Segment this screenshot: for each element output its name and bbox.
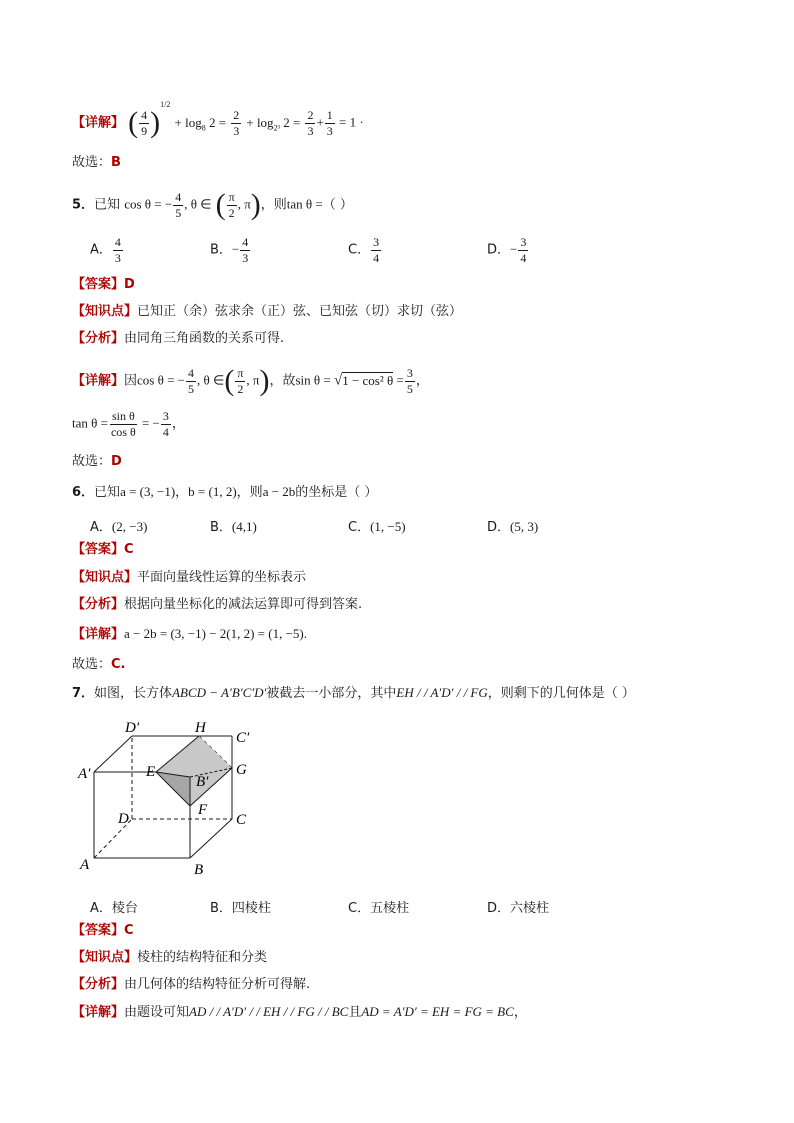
- result: = 1 ·: [335, 114, 364, 130]
- paren-left: (: [128, 106, 139, 139]
- stem-text: 已知: [94, 197, 121, 213]
- choice-a[interactable]: A． $\frac{4}{3}$: [90, 235, 121, 265]
- paren-right: ): [150, 106, 161, 139]
- detail-tag: 【详解】: [72, 115, 125, 131]
- choice-d[interactable]: D．(5, 3): [487, 519, 539, 535]
- q5-stem: 5．已知 cos θ = − $\frac{4}{5}$ , θ ∈ ( $\frac{\pi}{2}$ , π)，则tan θ =（ ）: [72, 188, 353, 221]
- q6-select: 故选：C.: [72, 657, 126, 672]
- label-G: G: [236, 762, 247, 778]
- select-value: B: [111, 155, 121, 170]
- fraction: $\frac{2}{3}$: [233, 107, 240, 138]
- q5-detail-2: tan θ = $\frac{\text{sin θ}}{\text{cos θ}}$ = − $\frac{3}{4}$ ，: [72, 409, 185, 439]
- select-label: 故选：: [72, 155, 112, 170]
- label-F: F: [198, 802, 208, 818]
- label-E: E: [146, 764, 156, 780]
- label-A1: A′: [78, 766, 91, 782]
- label-D: D: [118, 811, 129, 827]
- log-term: + $\log_{2^3} 2$ =: [246, 114, 301, 133]
- label-H: H: [195, 720, 206, 736]
- fraction: $\frac{2}{3}$: [307, 107, 314, 138]
- choice-c[interactable]: C．五棱柱: [348, 901, 410, 916]
- choice-d[interactable]: D．六棱柱: [487, 901, 550, 916]
- label-D1: D′: [125, 720, 140, 736]
- fraction: $\frac{4}{9}$: [141, 107, 148, 138]
- choice-a[interactable]: A．(2, −3): [90, 519, 148, 535]
- log-term: + $\log_8 2$ =: [174, 114, 227, 133]
- cuboid-figure: [72, 712, 272, 882]
- label-B1: B′: [196, 774, 209, 790]
- q6-analysis: 【分析】根据向量坐标化的减法运算即可得到答案.: [72, 597, 363, 612]
- q5-answer: 【答案】D: [72, 277, 135, 292]
- choice-a[interactable]: A．棱台: [90, 901, 138, 916]
- q5-knowledge: 【知识点】已知正（余）弦求余（正）弦、已知弦（切）求切（弦）: [72, 304, 463, 319]
- q6-stem: 6．已知a = (3, −1)，b = (1, 2)，则a − 2b的坐标是（ ）: [72, 484, 378, 500]
- stem-text: ，则: [260, 197, 287, 213]
- q5-select: 故选：D: [72, 454, 122, 469]
- q5-analysis: 【分析】由同角三角函数的关系可得.: [72, 331, 285, 346]
- fraction: $\frac{1}{3}$: [326, 107, 333, 138]
- question-number: 5．: [72, 197, 95, 213]
- choice-b[interactable]: B．四棱柱: [210, 901, 271, 916]
- answer-paren: （ ）: [322, 197, 353, 213]
- label-C1: C′: [236, 730, 250, 746]
- choice-b[interactable]: B．− $\frac{4}{3}$: [210, 235, 249, 265]
- label-B: B: [194, 862, 204, 878]
- q4-detail-line: 【详解】 ( $\frac{4}{9}$ )$^{1/2} + \log_8 2$ = $\frac{2}{3}$ + $\log_{2^3} 2$ = $\frac{2}{3}$ + $\frac{1}{3}$ = 1 ·: [72, 100, 364, 139]
- q7-answer: 【答案】C: [72, 923, 134, 938]
- fraction: $\frac{4}{5}$: [175, 189, 182, 220]
- choice-c[interactable]: C．(1, −5): [348, 519, 406, 535]
- q6-detail: 【详解】a − 2b = (3, −1) − 2(1, 2) = (1, −5).: [72, 626, 307, 642]
- stem-math: tan θ =: [286, 196, 323, 212]
- q4-select-line: [72, 156, 121, 169]
- q7-detail: 【详解】由题设可知AD / / A′D′ / / EH / / FG / / BC且AD = A′D′ = EH = FG = BC，: [72, 1004, 527, 1020]
- q7-stem: 7．如图，长方体ABCD − A′B′C′D′被截去一小部分，其中EH / / A′D′ / / FG，则剩下的几何体是（ ）: [72, 685, 635, 701]
- choice-c[interactable]: C． $\frac{3}{4}$: [348, 235, 380, 265]
- q7-analysis: 【分析】由几何体的结构特征分析可得解.: [72, 977, 311, 992]
- choice-b[interactable]: B．(4,1): [210, 519, 257, 535]
- stem-math: , θ ∈: [184, 196, 212, 212]
- stem-math: cos θ = −: [124, 196, 173, 212]
- label-A: A: [80, 857, 90, 873]
- q6-answer: 【答案】C: [72, 542, 134, 557]
- label-C: C: [236, 812, 247, 828]
- q5-detail-1: 【详解】因cos θ = − $\frac{4}{5}$ , θ ∈( $\frac{\pi}{2}$ , π)，故sin θ = √1 − cos² θ = $\frac{3}{5}$ ，: [72, 364, 429, 397]
- fraction: $\frac{\pi}{2}$: [228, 189, 235, 220]
- q7-knowledge: 【知识点】棱柱的结构特征和分类: [72, 950, 268, 965]
- exponent: 1/2: [160, 100, 171, 110]
- q6-knowledge: 【知识点】平面向量线性运算的坐标表示: [72, 570, 307, 585]
- choice-d[interactable]: D．− $\frac{3}{4}$: [487, 235, 527, 265]
